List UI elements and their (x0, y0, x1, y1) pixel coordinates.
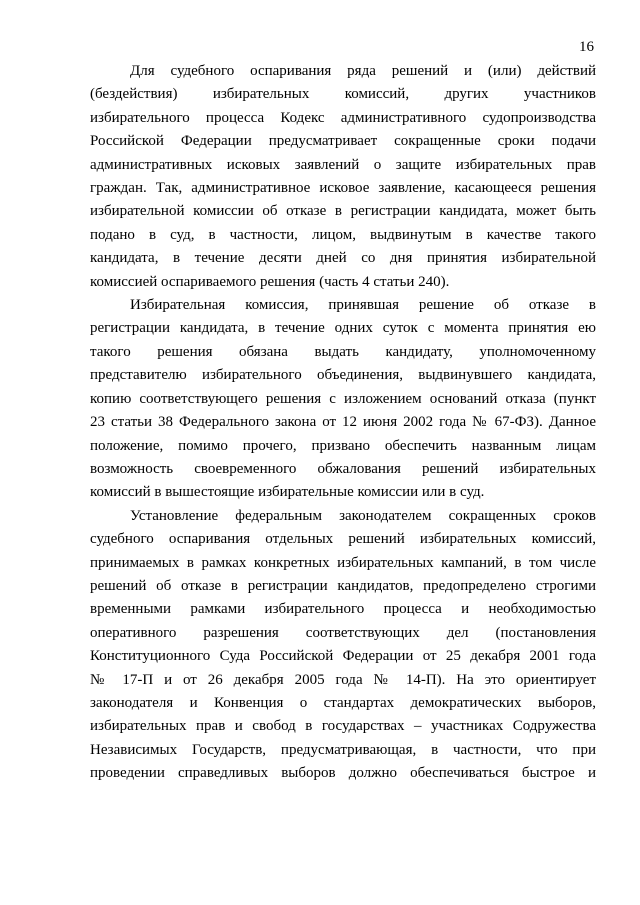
text-line: Установление федеральным законодателем сокращенных сроков (130, 507, 596, 524)
text-line: избирательной комиссии об отказе в регистрации кандидата, может быть (90, 203, 596, 220)
text-line: 23 статьи 38 Федерального закона от 12 июня 2002 года № 67-ФЗ). Данное (90, 414, 596, 431)
page-number: 16 (579, 39, 594, 55)
text-line: комиссий в вышестоящие избирательные комиссии или в суд. (90, 484, 485, 501)
text-line: Российской Федерации предусматривает сокращенные сроки подачи (90, 133, 596, 150)
text-line: копию соответствующего решения с изложением оснований отказа (пункт (90, 390, 596, 407)
text-line: судебного оспаривания отдельных решений избирательных комиссий, (90, 531, 596, 548)
text-line: избирательных прав и свобод в государствах – участниках Содружества (90, 718, 596, 735)
text-line: принимаемых в рамках конкретных избирательных кампаний, в том числе (90, 554, 596, 571)
text-line: комиссией оспариваемого решения (часть 4 статьи 240). (90, 273, 450, 290)
document-body (90, 60, 596, 786)
text-line: законодателя и Конвенция о стандартах демократических выборов, (90, 694, 596, 711)
paragraph-3 (90, 505, 596, 786)
text-line: оперативного разрешения соответствующих дел (постановления (90, 624, 596, 641)
text-line: (бездействия) избирательных комиссий, других участников (90, 86, 596, 103)
paragraph-2 (90, 294, 596, 505)
text-line: № 17-П и от 26 декабря 2005 года № 14-П). На это ориентирует (90, 671, 596, 688)
text-line: Независимых Государств, предусматривающая, в частности, что при (90, 741, 596, 758)
text-line: положение, помимо прочего, призвано обеспечить названным лицам (90, 437, 596, 454)
text-line: такого решения обязана выдать кандидату, уполномоченному (90, 343, 596, 360)
paragraph-1 (90, 60, 596, 294)
text-line: возможность своевременного обжалования решений избирательных (90, 460, 596, 477)
text-line: регистрации кандидата, в течение одних суток с момента принятия ею (90, 320, 596, 337)
text-line: проведении справедливых выборов должно обеспечиваться быстрое и (90, 765, 596, 782)
text-line: решений об отказе в регистрации кандидатов, предопределено строгими (90, 577, 596, 594)
text-line: представителю избирательного объединения, выдвинувшего кандидата, (90, 367, 596, 384)
text-line: подано в суд, в частности, лицом, выдвинутым в качестве такого (90, 226, 596, 243)
text-line: избирательного процесса Кодекс административного судопроизводства (90, 109, 596, 126)
text-line: Избирательная комиссия, принявшая решение об отказе в (130, 297, 596, 314)
text-line: административных исковых заявлений о защите избирательных прав (90, 156, 596, 173)
text-line: временными рамками избирательного процесса и необходимостью (90, 601, 596, 618)
text-line: Для судебного оспаривания ряда решений и (или) действий (130, 63, 596, 79)
text-line: кандидата, в течение десяти дней со дня принятия избирательной (90, 250, 596, 267)
text-line: Конституционного Суда Российской Федерации от 25 декабря 2001 года (90, 648, 596, 665)
text-line: граждан. Так, административное исковое заявление, касающееся решения (90, 180, 596, 197)
